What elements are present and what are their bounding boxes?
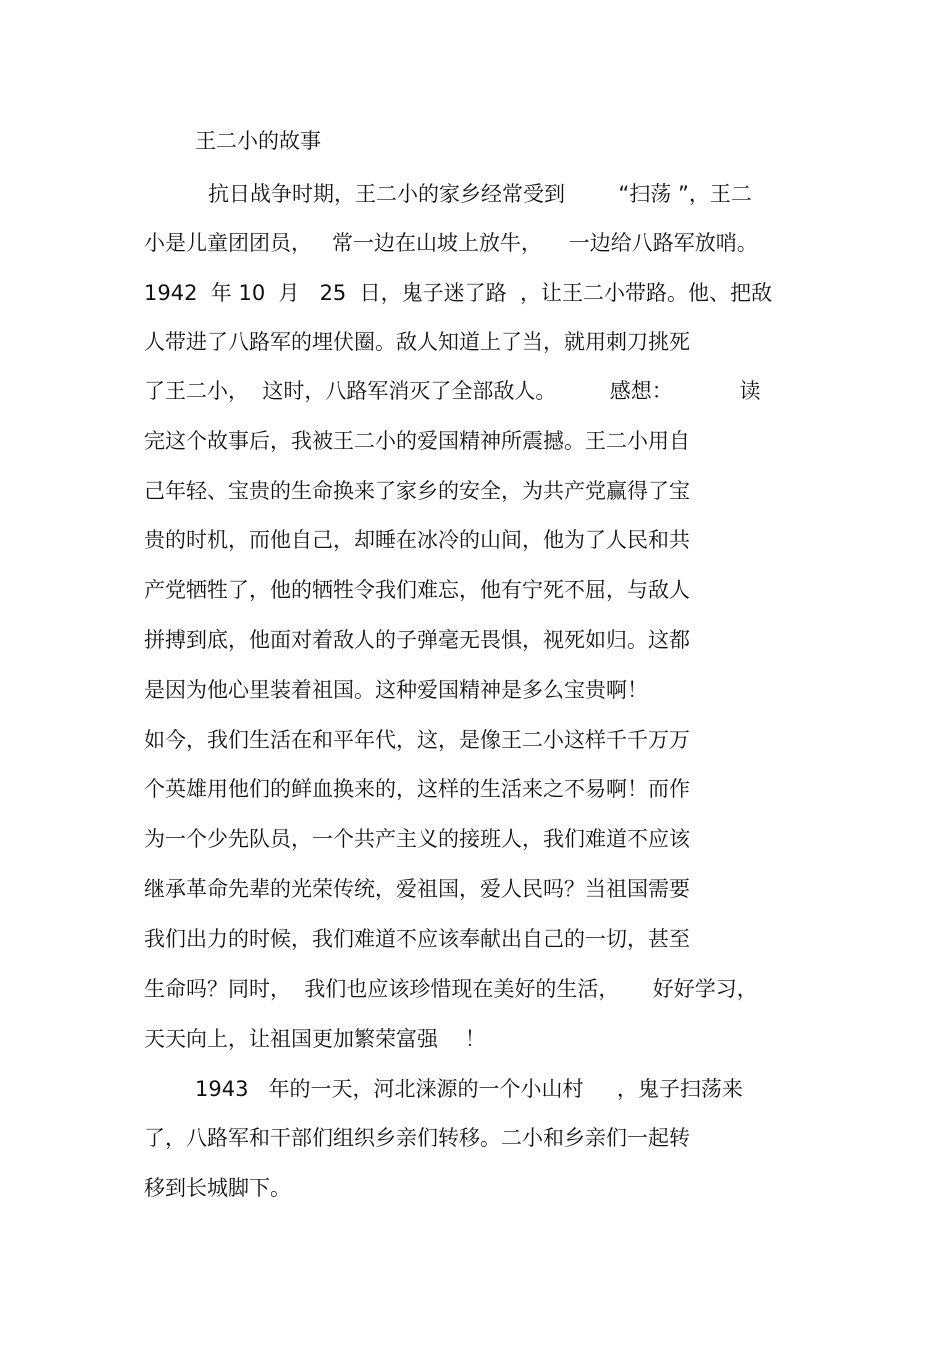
text-line-2: 小是儿童团团员， 常一边在山坡上放牛， 一边给八路军放哨。: [144, 231, 758, 255]
text-line-13: 个英雄用他们的鲜血换来的，这样的生活来之不易啊！而作: [144, 777, 690, 801]
text-line-19: 1943 年的一天，河北涞源的一个小山村 ，鬼子扫荡来: [195, 1077, 743, 1101]
text-line-20: 了，八路军和干部们组织乡亲们转移。二小和乡亲们一起转: [144, 1126, 690, 1150]
text-line-16: 我们出力的时候，我们难道不应该奉献出自己的一切，甚至: [144, 927, 690, 951]
text-line-6: 完这个故事后，我被王二小的爱国精神所震撼。王二小用自: [144, 429, 690, 453]
text-line-11: 是因为他心里装着祖国。这种爱国精神是多么宝贵啊！: [144, 678, 648, 702]
text-line-18: 天天向上，让祖国更加繁荣富强 ！: [144, 1027, 486, 1051]
text-line-3: 1942 年 10 月 25 日，鬼子迷了路 ，让王二小带路。他、把敌: [144, 281, 772, 305]
text-line-14: 为一个少先队员，一个共产主义的接班人，我们难道不应该: [144, 827, 690, 851]
text-line-10: 拼搏到底，他面对着敌人的子弹毫无畏惧，视死如归。这都: [144, 628, 690, 652]
text-line-4: 人带进了八路军的埋伏圈。敌人知道上了当，就用刺刀挑死: [144, 330, 690, 354]
text-line-21: 移到长城脚下。: [144, 1176, 291, 1200]
text-line-1: 抗日战争时期，王二小的家乡经常受到 “扫荡 ”，王二: [208, 182, 752, 206]
text-line-7: 己年轻、宝贵的生命换来了家乡的安全，为共产党赢得了宝: [144, 479, 690, 503]
text-line-9: 产党牺牲了，他的牺牲令我们难忘，他有宁死不屈，与敌人: [144, 578, 690, 602]
text-line-15: 继承革命先辈的光荣传统，爱祖国，爱人民吗？当祖国需要: [144, 877, 690, 901]
text-line-17: 生命吗？同时， 我们也应该珍惜现在美好的生活， 好好学习，: [144, 977, 758, 1001]
text-line-5: 了王二小， 这时，八路军消灭了全部敌人。 感想： 读: [144, 379, 761, 403]
text-line-8: 贵的时机，而他自己，却睡在冰冷的山间，他为了人民和共: [144, 528, 690, 552]
document-title: 王二小的故事: [195, 129, 321, 153]
text-line-12: 如今，我们生活在和平年代，这，是像王二小这样千千万万: [144, 728, 690, 752]
